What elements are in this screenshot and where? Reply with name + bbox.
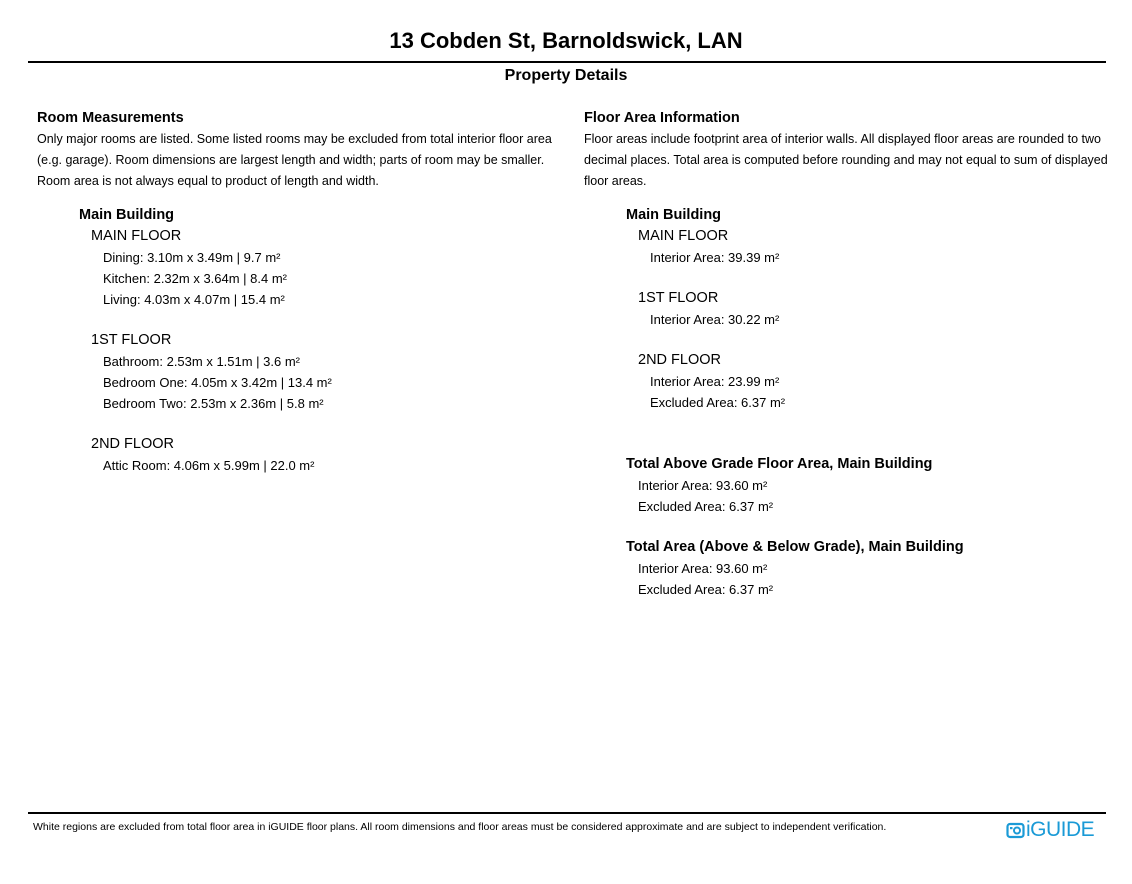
floor-name: MAIN FLOOR [638,228,729,244]
room-item: Bedroom Two: 2.53m x 2.36m | 5.8 m² [103,396,324,411]
floor-name: 1ST FLOOR [91,332,172,348]
room-item: Attic Room: 4.06m x 5.99m | 22.0 m² [103,458,315,473]
floor-name: 2ND FLOOR [638,352,721,368]
room-measurements-description: Only major rooms are listed. Some listed rooms may be excluded from total interior floor area (e.g. garage). Room dimensions are largest length and width; parts of room may be smaller. Room area is not always equal to product of length and width. [37,132,552,188]
page-subtitle: Property Details [504,67,628,84]
room-item: Kitchen: 2.32m x 3.64m | 8.4 m² [103,271,288,286]
area-line: Interior Area: 39.39 m² [650,250,780,265]
area-line: Interior Area: 23.99 m² [650,374,780,389]
footer-note: White regions are excluded from total floor area in iGUIDE floor plans. All room dimensions and floor areas must be considered approximate and are subject to independent verification. [33,821,887,833]
total-group [584,454,1114,517]
total-group [584,537,1114,600]
total-title: Total Above Grade Floor Area, Main Building [626,456,933,472]
building-name: Main Building [626,207,722,223]
floor-name: 2ND FLOOR [91,436,174,452]
floor-group [37,330,557,414]
total-line: Interior Area: 93.60 m² [638,561,768,576]
floor-area-title: Floor Area Information [584,110,740,126]
building-name: Main Building [79,207,175,223]
floor-area-section [584,109,1114,620]
total-title: Total Area (Above & Below Grade), Main Building [626,539,964,555]
header-divider [28,61,1106,63]
floor-name: MAIN FLOOR [91,228,182,244]
iguide-logo [1006,818,1094,842]
total-line: Excluded Area: 6.37 m² [638,582,774,597]
room-measurements-title: Room Measurements [37,110,184,126]
room-item: Dining: 3.10m x 3.49m | 9.7 m² [103,250,281,265]
floor-group [584,288,1114,330]
iguide-camera-icon [1006,821,1025,840]
room-item: Living: 4.03m x 4.07m | 15.4 m² [103,292,285,307]
room-item: Bedroom One: 4.05m x 3.42m | 13.4 m² [103,375,332,390]
logo-text: iGUIDE [1026,818,1095,841]
floor-group [584,350,1114,413]
area-line: Interior Area: 30.22 m² [650,312,780,327]
floor-group [37,434,557,476]
floor-group [37,226,557,310]
room-item: Bathroom: 2.53m x 1.51m | 3.6 m² [103,354,301,369]
floor-area-description: Floor areas include footprint area of interior walls. All displayed floor areas are rounded to two decimal places. Total area is computed before rounding and may not equal to sum of displayed floor areas. [584,132,1108,188]
floor-group [584,226,1114,268]
room-measurements-section [37,109,557,496]
footer-divider [28,812,1106,814]
area-line: Excluded Area: 6.37 m² [650,395,786,410]
total-line: Interior Area: 93.60 m² [638,478,768,493]
page-title: 13 Cobden St, Barnoldswick, LAN [389,28,743,53]
floor-name: 1ST FLOOR [638,290,719,306]
total-line: Excluded Area: 6.37 m² [638,499,774,514]
